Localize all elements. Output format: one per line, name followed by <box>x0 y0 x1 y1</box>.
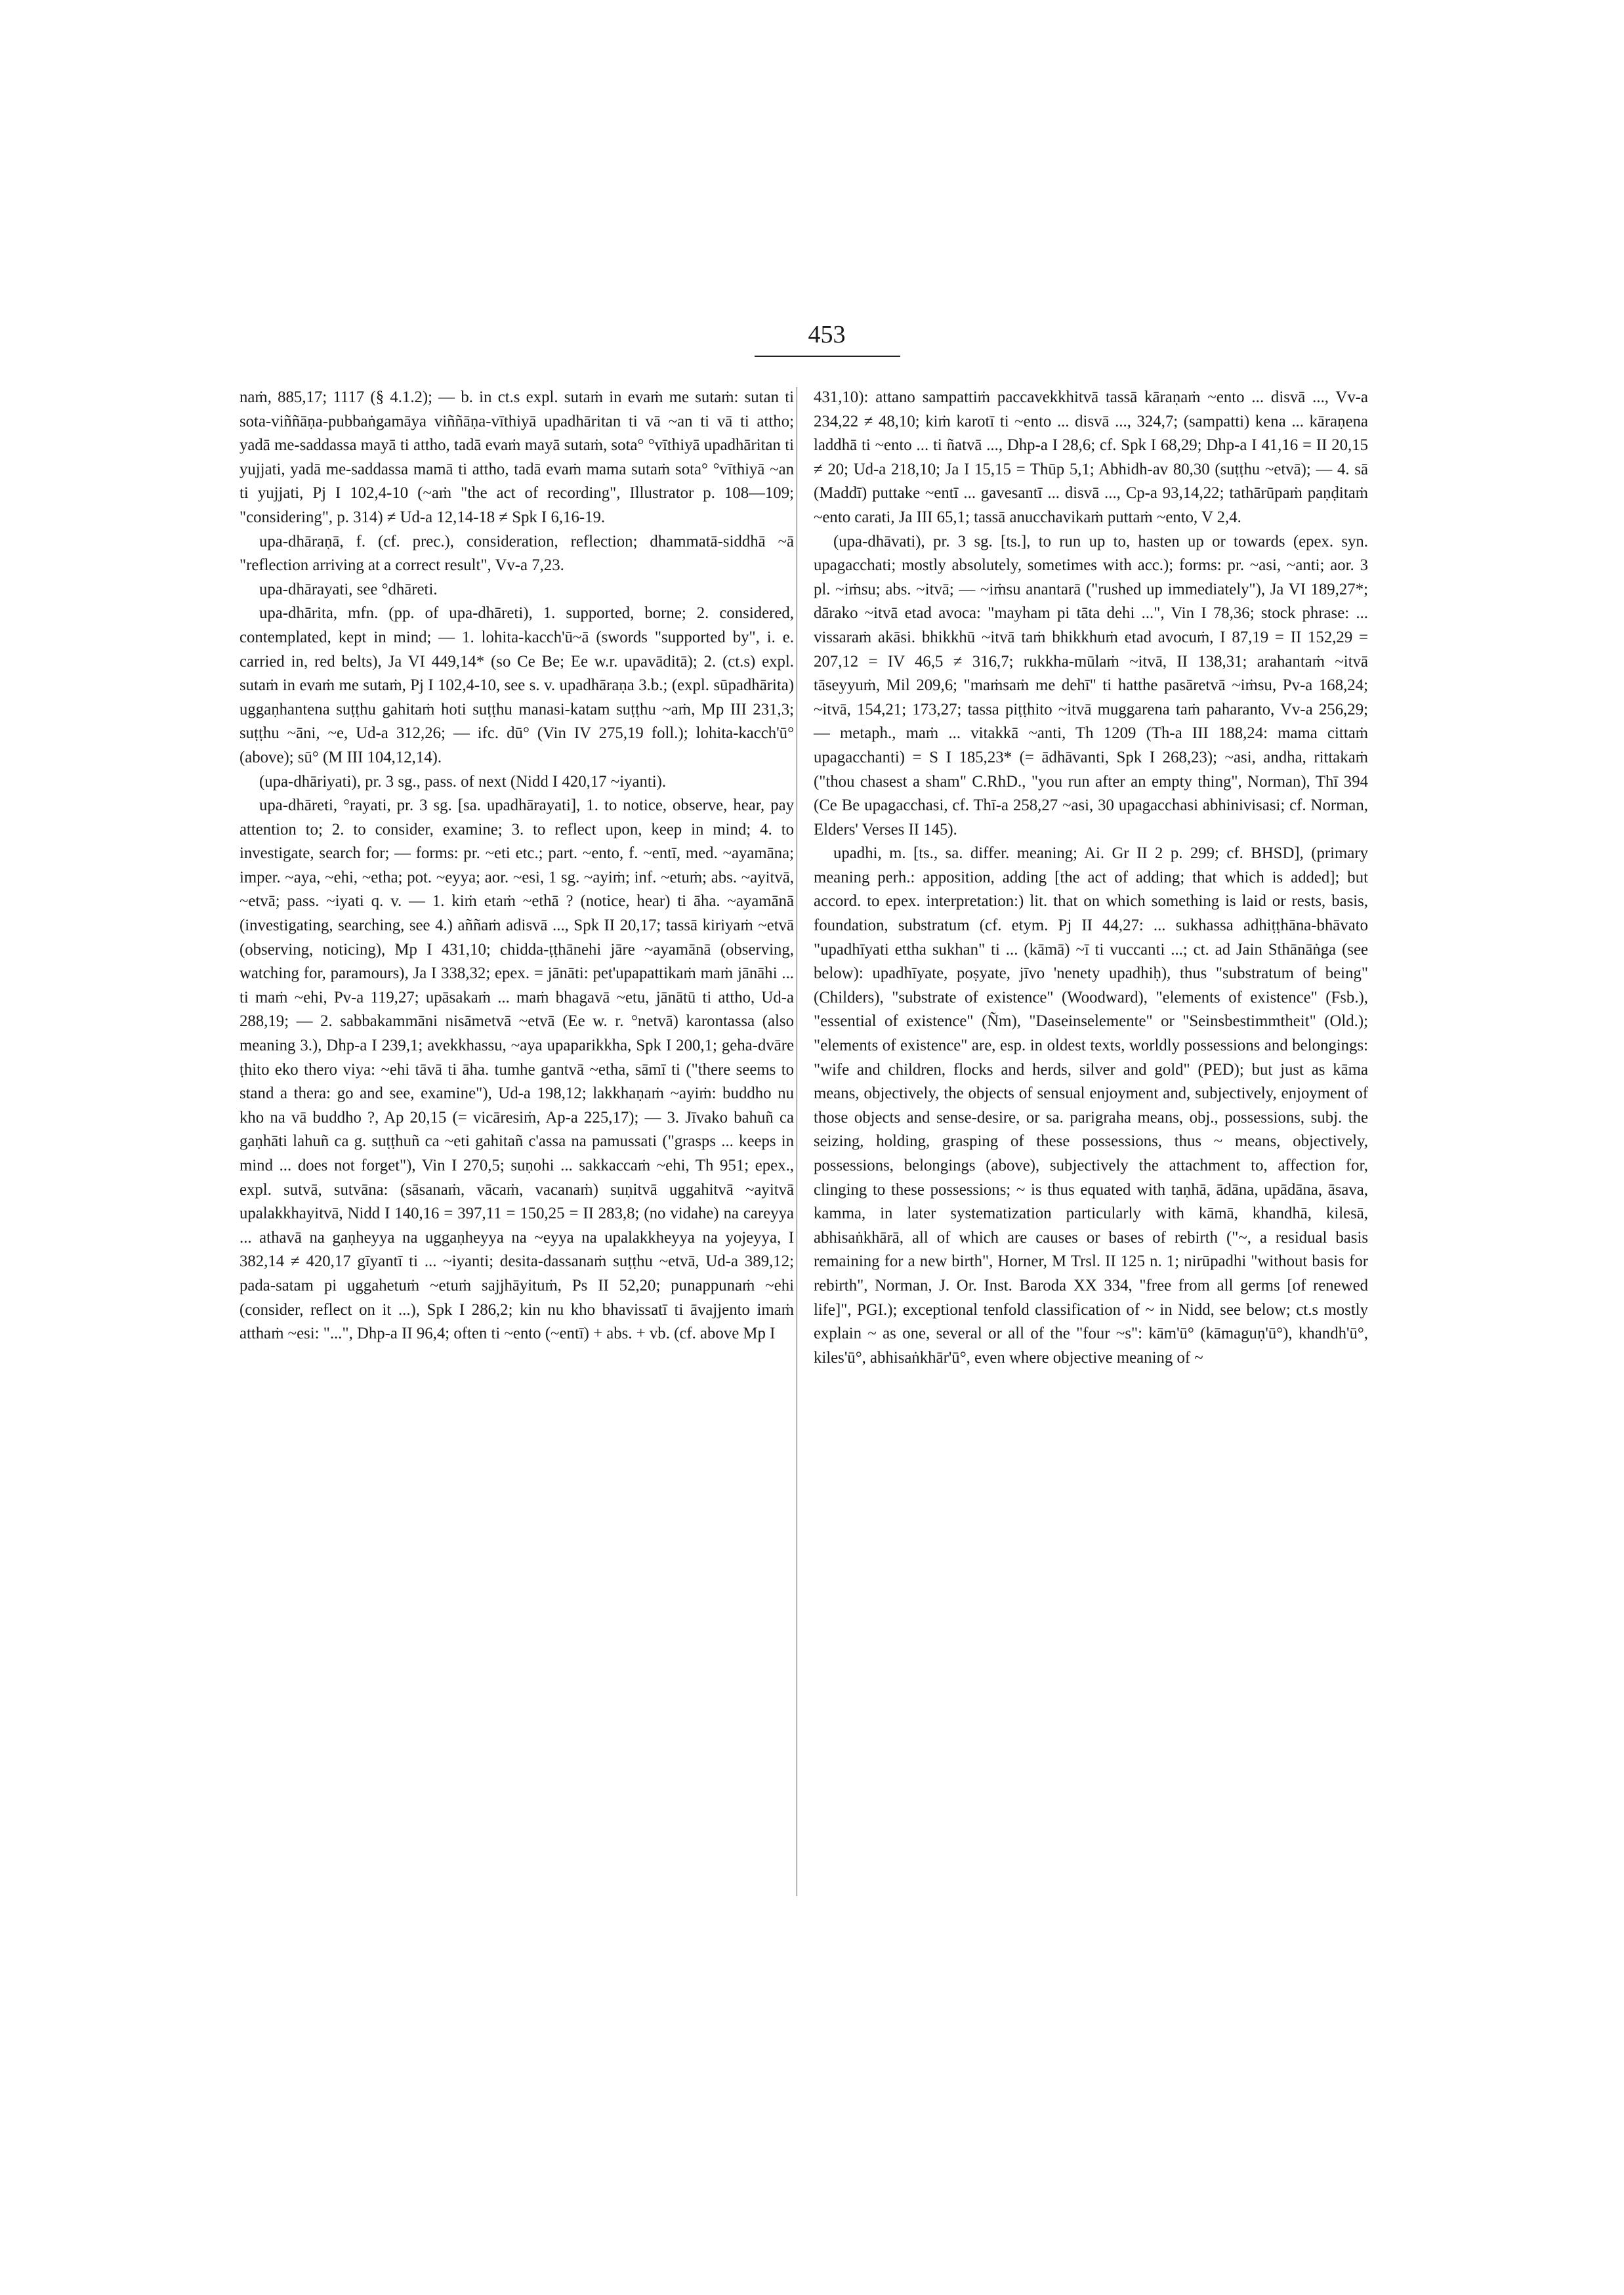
dictionary-entry: (upa-dhāriyati), pr. 3 sg., pass. of next (Nidd I 420,17 ~iyanti). <box>259 772 667 791</box>
page-number: 453 <box>808 321 846 348</box>
dictionary-entry: upa-dhāraṇā, f. (cf. prec.), consideration, reflection; dhammatā-siddhā ~ā "reflection arriving at a correct result", Vv-a 7,23. <box>239 532 794 575</box>
dictionary-entry: upa-dhāreti, °rayati, pr. 3 sg. [sa. upadhārayati], 1. to notice, observe, hear, pay attention to; 2. to consider, examine; 3. to reflect upon, keep in mind; 4. to investigate, search for; — forms: pr. ~eti etc.; part. ~ento, f. ~entī, med. ~ayamāna; imper. ~aya, ~ehi, ~etha; pot. ~eyya; aor. ~esi, 1 sg. ~ayiṁ; inf. ~etuṁ; abs. ~ayitvā, ~etvā; pass. ~iyati q. v. — 1. kiṁ etaṁ ~ethā ? (notice, hear) ti āha. ~ayamānā (investigating, searching, see 4.) aññaṁ adisvā ..., Spk II 20,17; tassā kiriyaṁ ~etvā (observing, noticing), Mp I 431,10; chidda-ṭṭhānehi jāre ~ayamānā (observing, watching for, paramours), Ja I 338,32; epex. = jānāti: pet'upapattikaṁ maṁ jānāhi ... ti maṁ ~ehi, Pv-a 119,27; upāsakaṁ ... maṁ bhagavā ~etu, jānātū ti attho, Ud-a 288,19; — 2. sabbakammāni nisāmetvā ~etvā (Ee w. r. °netvā) karontassa (also meaning 3.), Dhp-a I 239,1; avekkhassu, ~aya upaparikkha, Spk I 200,1; geha-dvāre ṭhito eko thero viya: ~ehi tāvā ti āha. tumhe gantvā ~etha, sāmī ti ("there seems to stand a thera: go and see, examine"), Ud-a 198,12; lakkhaṇaṁ ~ayiṁ: buddho nu kho na vā buddho ?, Ap 20,15 (= vicāresiṁ, Ap-a 225,17); — 3. Jīvako bahuñ ca gaṇhāti lahuñ ca g. suṭṭhuñ ca ~eti gahitañ c'assa na pamussati ("grasps ... keeps in mind ... does not forget"), Vin I 270,5; suṇohi ... sakkaccaṁ ~ehi, Th 951; epex., expl. sutvā, sutvāna: (sāsanaṁ, vācaṁ, vacanaṁ) suṇitvā uggahitvā ~ayitvā upalakkhayitvā, Nidd I 140,16 = 397,11 = 150,25 = II 283,8; (no vidahe) na careyya ... athavā na gaṇheyya na uggaṇheyya na ~eyya na upalakkheyya na yojeyya, I 382,14 ≠ 420,17 gīyantī ti ... ~iyanti; desita-dassanaṁ suṭṭhu ~etvā, Ud-a 389,12; pada-satam pi uggahetuṁ ~etuṁ sajjhāyituṁ, Ps II 52,20; punappunaṁ ~ehi (consider, reflect on it ...), Spk I 286,2; kin nu kho bhavissatī ti āvajjento imaṁ atthaṁ ~esi: "...", Dhp-a II 96,4; often ti ~ento (~entī) + abs. + vb. (cf. above Mp I <box>239 796 794 1343</box>
dictionary-entry: 431,10): attano sampattiṁ paccavekkhitvā tassā kāraṇaṁ ~ento ... disvā ..., Vv-a 234,22 ≠ 48,10; kiṁ karotī ti ~ento ... disvā ..., 324,7; (sampatti) kena ... kāraṇena laddhā ti ~ento ... ti ñatvā ..., Dhp-a I 28,6; cf. Spk I 68,29; Dhp-a I 41,16 = II 20,15 ≠ 20; Ud-a 218,10; Ja I 15,15 = Thūp 5,1; Abhidh-av 80,30 (suṭṭhu ~etvā); — 4. sā (Maddī) puttake ~entī ... gavesantī ... disvā ..., Cp-a 93,14,22; tathārūpaṁ paṇḍitaṁ ~ento carati, Ja III 65,1; tassā anucchavikaṁ puttaṁ ~ento, V 2,4. <box>814 388 1368 526</box>
dictionary-entry: upa-dhārita, mfn. (pp. of upa-dhāreti), 1. supported, borne; 2. considered, contemplated, kept in mind; — 1. lohita-kacch'ū~ā (swords "supported by", i. e. carried in, red belts), Ja VI 449,14* (so Ce Be; Ee w.r. upavāditā); 2. (ct.s) expl. sutaṁ in evaṁ me sutaṁ, Pj I 102,4-10, see s. v. upadhāraṇa 3.b.; (expl. sūpadhārita) uggaṇhantena suṭṭhu gahitaṁ hoti suṭṭhu manasi-katam suṭṭhu ~aṁ, Mp III 231,3; suṭṭhu ~āni, ~e, Ud-a 312,26; — ifc. dū° (Vin IV 275,19 foll.); lohita-kacch'ū° (above); sū° (M III 104,12,14). <box>239 604 794 766</box>
header-rule <box>755 356 900 357</box>
dictionary-entry: naṁ, 885,17; 1117 (§ 4.1.2); — b. in ct.s expl. sutaṁ in evaṁ me sutaṁ: sutan ti sota-viññāṇa-pubbaṅgamāya viññāṇa-vīthiyā upadhāritan ti vā ~an ti vā ti attho; yadā me-saddassa mayā ti attho, tadā evaṁ mayā sutaṁ, sota° °vīthiyā upadhāritan ti yujjati, yadā me-saddassa mamā ti attho, tadā evaṁ mama sutaṁ sota° °vīthiyā ~an ti yujjati, Pj I 102,4-10 (~aṁ "the act of recording", Illustrator p. 108—109; "considering", p. 314) ≠ Ud-a 12,14-18 ≠ Spk I 6,16-19. <box>239 388 794 526</box>
left-column <box>239 386 794 1346</box>
dictionary-entry: upa-dhārayati, see °dhāreti. <box>259 580 438 598</box>
dictionary-entry: upadhi, m. [ts., sa. differ. meaning; Ai. Gr II 2 p. 299; cf. BHSD], (primary meaning perh.: apposition, adding [the act of adding; that which is added]; but accord. to epex. interpretation:) lit. that on which something is laid or rests, basis, foundation, substratum (cf. etym. Pj II 44,27: ... sukhassa adhiṭṭhāna-bhāvato "upadhīyati ettha sukhan" ti ... (kāmā) ~ī ti vuccanti ...; ct. ad Jain Sthānāṅga (see below): upadhīyate, poṣyate, jīvo 'nenety upadhiḥ), thus "substratum of being" (Childers), "substrate of existence" (Woodward), "elements of existence" (Fsb.), "essential of existence" (Ñm), "Daseinselemente" or "Seinsbestimmtheit" (Old.); "elements of existence" are, esp. in oldest texts, worldly possessions and belongings: "wife and children, flocks and herds, silver and gold" (PED); but just as kāma means, objectively, the objects of sensual enjoyment and, subjectively, enjoyment of those objects and sense-desire, or sa. parigraha means, obj., possessions, subj. the seizing, holding, grasping of these possessions, thus ~ means, objectively, possessions, belongings (above), subjectively the attachment to, affection for, clinging to these possessions; ~ is thus equated with taṇhā, ādāna, upādāna, āsava, kamma, in later systematization particularly with kāmā, khandhā, kilesā, abhisaṅkhārā, all of which are causes or bases of rebirth ("~, a residual basis remaining for a new birth", Horner, M Trsl. II 125 n. 1; nirūpadhi "without basis for rebirth", Norman, J. Or. Inst. Baroda XX 334, "free from all germs [of renewed life]", PGI.); exceptional tenfold classification of ~ in Nidd, see below; ct.s mostly explain ~ as one, several or all of the "four ~s": kām'ū° (kāmaguṇ'ū°), khandh'ū°, kiles'ū°, abhisaṅkhār'ū°, even where objective meaning of ~ <box>814 844 1368 1367</box>
dictionary-entry: (upa-dhāvati), pr. 3 sg. [ts.], to run up to, hasten up or towards (epex. syn. upagacchati; mostly absolutely, sometimes with acc.); forms: pr. ~asi, ~anti; aor. 3 pl. ~iṁsu; abs. ~itvā; — ~iṁsu anantarā ("rushed up immediately"), Ja VI 189,27*; dārako ~itvā etad avoca: "mayham pi tāta dehi ...", Vin I 78,36; stock phrase: ... vissaraṁ akāsi. bhikkhū ~itvā taṁ bhikkhuṁ etad avocuṁ, I 87,19 = II 152,29 = 207,12 = IV 46,5 ≠ 316,7; rukkha-mūlaṁ ~itvā, II 138,31; arahantaṁ ~itvā tāseyyuṁ, Mil 209,6; "maṁsaṁ me dehī" ti hatthe pasāretvā ~iṁsu, Pv-a 168,24; ~itvā, 154,21; 173,27; tassa piṭṭhito ~itvā muggarena taṁ paharanto, Vv-a 256,29; — metaph., maṁ ... vitakkā ~anti, Th 1209 (Th-a III 188,24: mama cittaṁ upagacchanti) = S I 185,23* (= ādhāvanti, Spk I 268,23); ~asi, andha, rittakaṁ ("thou chasest a sham" C.RhD., "you run after an empty thing", Norman), Thī 394 (Ce Be upagacchasi, cf. Thī-a 258,27 ~asi, 30 upagacchasi abhinivisasi; cf. Norman, Elders' Verses II 145). <box>814 532 1368 838</box>
right-column <box>814 386 1368 1370</box>
